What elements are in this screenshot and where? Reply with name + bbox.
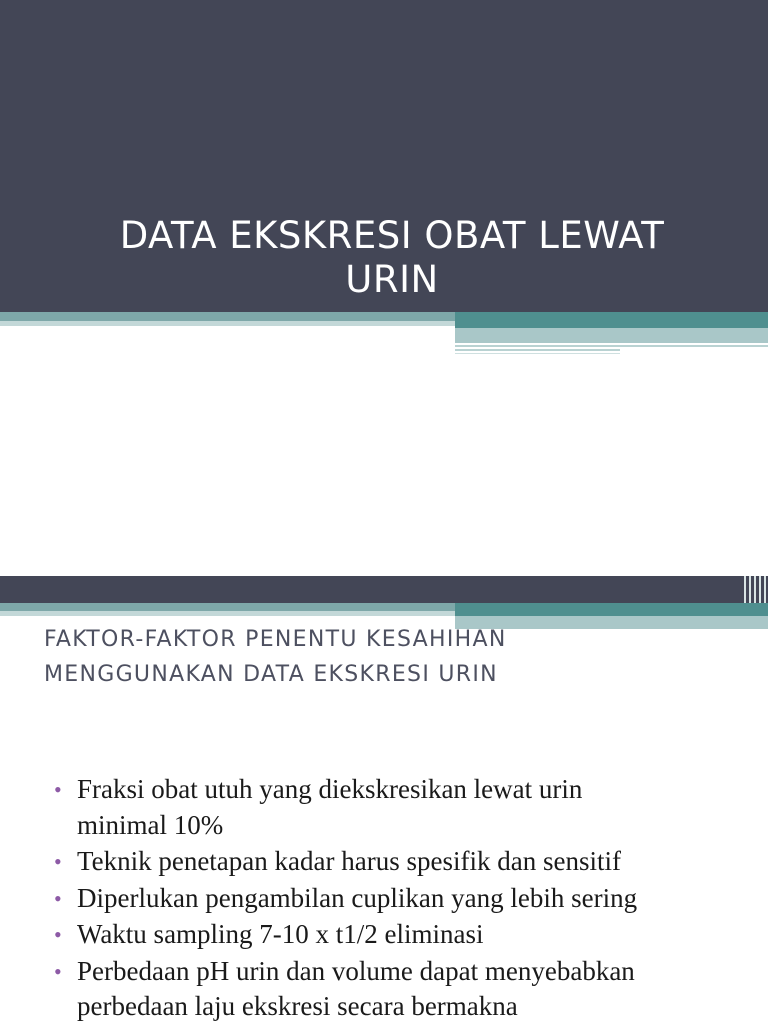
bullet-icon: • bbox=[54, 922, 62, 947]
slide-heading-line-1: FAKTOR-FAKTOR PENENTU KESAHIHAN bbox=[44, 627, 507, 652]
list-item bbox=[54, 881, 754, 917]
bullet-icon: • bbox=[54, 777, 62, 802]
slide-heading bbox=[44, 622, 724, 692]
stripe-teal-right bbox=[455, 312, 768, 328]
list-item-text: Teknik penetapan kadar harus spesifik dan sensitif bbox=[77, 846, 621, 876]
stripe-light-right bbox=[455, 328, 768, 343]
bullet-icon: • bbox=[54, 885, 62, 911]
list-item-text-cont: minimal 10% bbox=[77, 809, 224, 840]
list-item bbox=[54, 917, 754, 953]
content-band bbox=[0, 576, 768, 603]
bullet-icon: • bbox=[54, 958, 62, 984]
list-item-text: Waktu sampling 7-10 x t1/2 eliminasi bbox=[77, 919, 484, 949]
bullet-icon: • bbox=[54, 849, 62, 874]
band-vertical-lines bbox=[744, 576, 768, 603]
stripe-thin-3 bbox=[455, 353, 620, 354]
list-item-text-cont: perbedaan laju ekskresi secara bermakna bbox=[77, 991, 518, 1021]
slide-title bbox=[40, 214, 744, 302]
list-item bbox=[54, 772, 754, 843]
stripe-light bbox=[0, 321, 455, 326]
list-item bbox=[54, 954, 754, 1024]
content-slide bbox=[0, 576, 768, 1024]
stripe-thin-2 bbox=[455, 349, 620, 351]
s2-stripe-light bbox=[0, 611, 455, 616]
bullet-list bbox=[54, 772, 754, 1024]
stripe-thin-1 bbox=[455, 345, 768, 347]
list-item bbox=[54, 844, 754, 880]
slide-title-line-1: DATA EKSKRESI OBAT LEWAT bbox=[119, 214, 665, 257]
slide-heading-line-2: MENGGUNAKAN DATA EKSKRESI URIN bbox=[44, 662, 498, 687]
slide-title-line-2: URIN bbox=[345, 258, 439, 301]
list-item-text: Perbedaan pH urin dan volume dapat menyebabkan bbox=[77, 955, 635, 986]
list-item-text: Diperlukan pengambilan cuplikan yang lebih sering bbox=[77, 882, 638, 913]
s2-stripe-teal-right bbox=[455, 603, 768, 616]
list-item-text: Fraksi obat utuh yang diekskresikan lewat urin bbox=[77, 774, 583, 804]
